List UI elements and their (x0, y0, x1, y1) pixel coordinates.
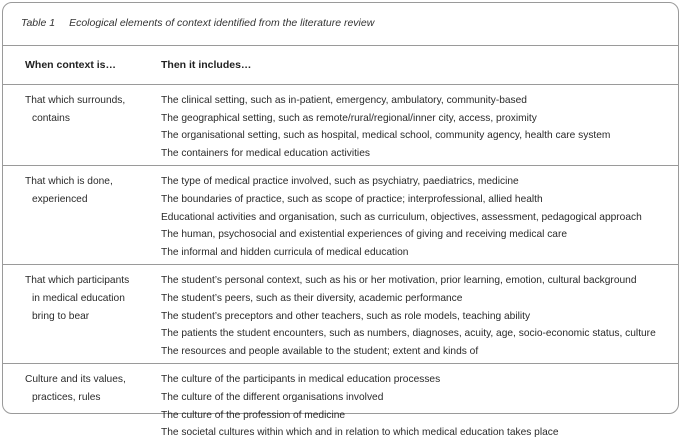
context-cell (3, 173, 161, 261)
context-line: experienced (32, 193, 88, 205)
includes-item: The clinical setting, such as in-patient, emergency, ambulatory, community-based (161, 95, 527, 106)
includes-cell (161, 92, 678, 162)
includes-item: The informal and hidden curricula of medical education (161, 246, 409, 258)
includes-item: The geographical setting, such as remote/rural/regional/inner city, access, proximity (161, 112, 537, 124)
includes-item: Educational activities and organisation, such as curriculum, objectives, assessment, pedagogical approach (161, 211, 642, 223)
context-cell (3, 92, 161, 162)
includes-cell (161, 371, 678, 441)
includes-item: The boundaries of practice, such as scope of practice; interprofessional, allied health (161, 193, 543, 205)
context-line: That which participants (25, 275, 130, 287)
context-line: Culture and its values, (25, 374, 126, 386)
includes-item: The student’s preceptors and other teachers, such as role models, teaching ability (161, 310, 531, 322)
table-frame (2, 2, 679, 439)
header-when-context: When context is… (25, 59, 117, 71)
includes-item: The resources and people available to the student; extent and kinds of (161, 345, 479, 357)
context-cell (3, 272, 161, 360)
table-body (3, 85, 678, 445)
table-header-row (3, 46, 678, 85)
context-cell (3, 371, 161, 441)
context-line: That which is done, (25, 176, 113, 188)
includes-item: The student’s peers, such as their diversity, academic performance (161, 292, 463, 304)
context-line: contains (32, 112, 70, 124)
includes-item: The culture of the participants in medical education processes (161, 374, 441, 386)
includes-item: The human, psychosocial and existential experiences of giving and receiving medical care (161, 229, 568, 241)
includes-item: The patients the student encounters, such as numbers, diagnoses, acuity, age, socio-economic status, culture (161, 328, 656, 340)
includes-item: The type of medical practice involved, such as psychiatry, paediatrics, medicine (161, 176, 519, 188)
includes-cell (161, 272, 678, 360)
table-row (3, 364, 678, 444)
context-line: bring to bear (32, 310, 90, 322)
table-row (3, 265, 678, 364)
context-line: That which surrounds, (25, 95, 126, 106)
table-caption (3, 3, 678, 46)
includes-item: The culture of the different organisations involved (161, 391, 384, 403)
context-line: practices, rules (32, 391, 101, 403)
includes-item: The societal cultures within which and in relation to which medical education takes place (161, 427, 559, 439)
table-row (3, 85, 678, 166)
includes-cell (161, 173, 678, 261)
header-then-includes: Then it includes… (161, 59, 252, 71)
table-caption-text: Ecological elements of context identified from the literature review (69, 17, 375, 29)
includes-item: The student’s personal context, such as his or her motivation, prior learning, emotion, cultural background (161, 275, 637, 287)
context-line: in medical education (32, 292, 125, 304)
includes-item: The culture of the profession of medicine (161, 409, 346, 421)
includes-item: The containers for medical education activities (161, 147, 370, 159)
table-label: Table 1 (21, 17, 56, 29)
table-row (3, 166, 678, 265)
includes-item: The organisational setting, such as hospital, medical school, community agency, health care system (161, 130, 611, 142)
